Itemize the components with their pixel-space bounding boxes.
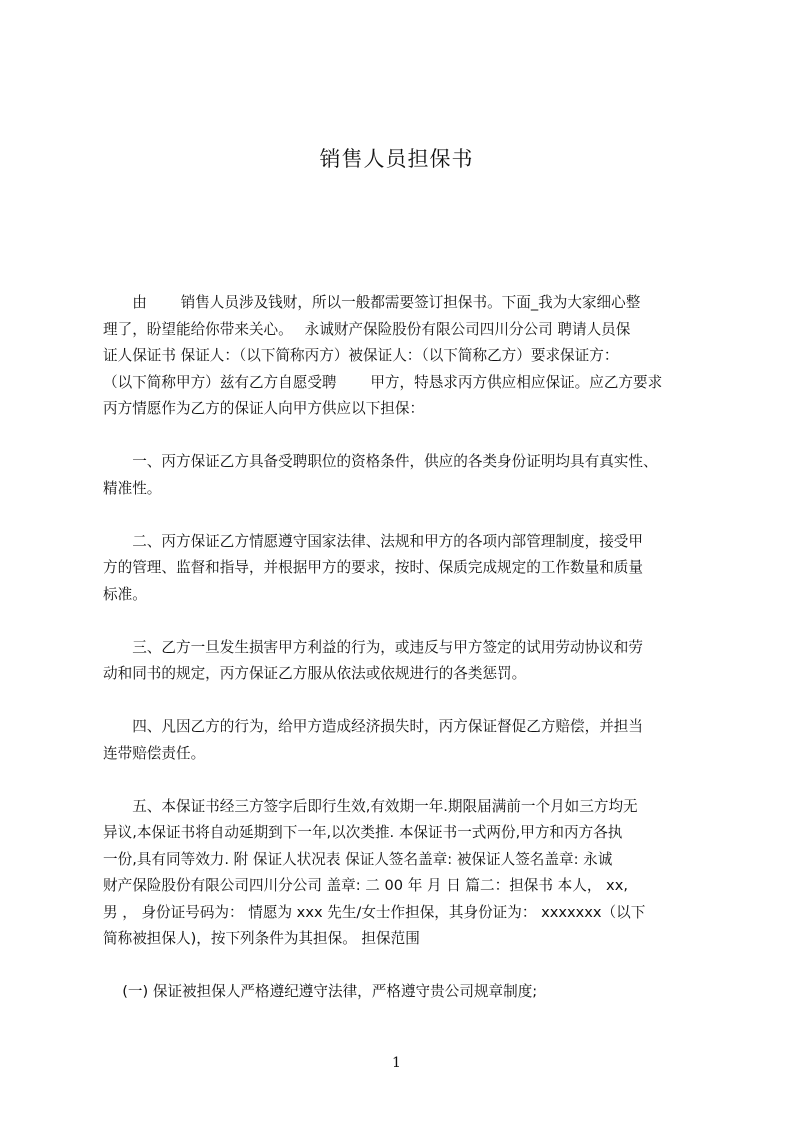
text-line: 理了，盼望能给你带来关心。 永诚财产保险股份有限公司四川分公司 聘请人员保 (103, 320, 631, 338)
text-line: 五、本保证书经三方签字后即行生效,有效期一年.期限届满前一个月如三方均无 (103, 797, 638, 815)
text-line: 四、凡因乙方的行为，给甲方造成经济损失时，丙方保证督促乙方赔偿，并担当 (103, 718, 643, 735)
paragraph-clause-4 (103, 714, 699, 767)
paragraph-clause-3 (103, 635, 699, 688)
text-line: 方的管理、监督和指导，并根据甲方的要求，按时、保质完成规定的工作数量和质量 (103, 559, 643, 576)
text-line: 二、丙方保证乙方情愿遵守国家法律、法规和甲方的各项内部管理制度，接受甲 (103, 532, 643, 550)
text-line: 由 销售人员涉及钱财，所以一般都需要签订担保书。下面_我为大家细心整 (103, 294, 641, 311)
text-line: 动和同书的规定，丙方保证乙方服从依法或依规进行的各类惩罚。 (103, 665, 527, 682)
text-line: 男 ， 身份证号码为： 情愿为 xxx 先生/女士作担保，其身份证为： xxxxxxx（以下 (103, 903, 646, 921)
document-body (103, 290, 699, 1006)
text-line: 证人保证书 保证人：（以下简称丙方）被保证人：（以下简称乙方）要求保证方： (103, 347, 619, 364)
page-number: 1 (392, 1055, 401, 1071)
text-line: 财产保险股份有限公司四川分公司 盖章: 二 00 年 月 日 篇二：担保书 本人， xx, (103, 877, 628, 894)
paragraph-clause-2 (103, 529, 699, 609)
paragraph-clause-5 (103, 794, 699, 953)
text-line: 一份,具有同等效力. 附 保证人状况表 保证人签名盖章: 被保证人签名盖章: 永诚 (103, 850, 613, 868)
text-line: （以下简称甲方）兹有乙方自愿受聘 甲方，特恳求丙方供应相应保证。应乙方要求 (103, 373, 663, 391)
text-line: 标准。 (103, 585, 147, 603)
text-line: (一) 保证被担保人严格遵纪遵守法律，严格遵守贵公司规章制度; (103, 983, 538, 1000)
text-line: 精准性。 (103, 479, 162, 497)
text-line: 一、丙方保证乙方具备受聘职位的资格条件，供应的各类身份证明均具有真实性、 (103, 453, 658, 470)
text-line: 简称被担保人)，按下列条件为其担保。 担保范围 (103, 930, 420, 947)
text-line: 异议,本保证书将自动延期到下一年,以次类推. 本保证书一式两份,甲方和丙方各执 (103, 824, 623, 841)
document-title: 销售人员担保书 (319, 147, 474, 171)
paragraph-clause-1 (103, 449, 699, 502)
text-line: 三、乙方一旦发生损害甲方利益的行为，或违反与甲方签定的试用劳动协议和劳 (103, 638, 643, 656)
paragraph-intro (103, 290, 699, 423)
text-line: 连带赔偿责任。 (103, 744, 206, 762)
text-line: 丙方情愿作为乙方的保证人向甲方供应以下担保： (103, 400, 425, 417)
paragraph-scope-1 (103, 979, 699, 1006)
